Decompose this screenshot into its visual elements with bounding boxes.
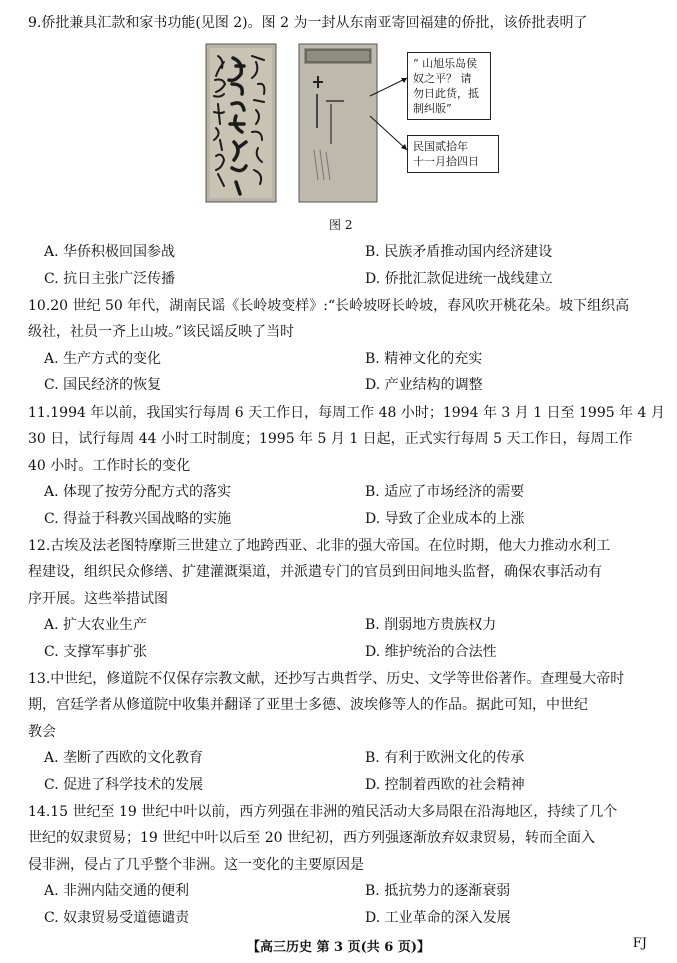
callout-line: 制纠版”	[413, 102, 452, 115]
q13-stem-line-3: 教会	[28, 724, 56, 740]
q14-option-b[interactable]: B. 抵抗势力的逐渐衰弱	[365, 883, 511, 899]
q9-stem: 9.侨批兼具汇款和家书功能(见图 2)。图 2 为一封从东南亚寄回福建的侨批，该侨批表明了	[28, 15, 588, 31]
q10-option-a[interactable]: A. 生产方式的变化	[44, 351, 162, 367]
q10-option-d[interactable]: D. 产业结构的调整	[365, 377, 483, 393]
callout-line: 勿日此货，抵	[413, 87, 479, 100]
envelope-back-image	[299, 44, 377, 202]
q11-option-c[interactable]: C. 得益于科教兴国战略的实施	[44, 511, 232, 527]
q12-option-c[interactable]: C. 支撑军事扩张	[44, 644, 148, 660]
q11-stem-line-3: 40 小时。工作时长的变化	[28, 458, 191, 474]
q14-stem-line-2: 世纪的奴隶贸易；19 世纪中叶以后至 20 世纪初，西方列强逐渐放弃奴隶贸易，转而全面入	[28, 830, 595, 846]
q12-stem-line-3: 序开展。这些举措试图	[28, 591, 168, 607]
q9-option-c[interactable]: C. 抗日主张广泛传播	[44, 271, 176, 287]
callout-line: 奴之平？ 请	[413, 72, 472, 85]
q13-option-a[interactable]: A. 垄断了西欧的文化教育	[44, 750, 204, 766]
q14-option-a[interactable]: A. 非洲内陆交通的便利	[44, 883, 190, 899]
q11-option-b[interactable]: B. 适应了市场经济的需要	[365, 484, 525, 500]
callout-line: 十一月拾四日	[413, 155, 479, 168]
q11-option-a[interactable]: A. 体现了按劳分配方式的落实	[44, 484, 232, 500]
q14-stem-line-3: 侵非洲，侵占了几乎整个非洲。这一变化的主要原因是	[28, 857, 364, 873]
envelope-front-image	[206, 44, 276, 202]
callout-line: “ 山旭乐岛侯	[413, 57, 478, 70]
q12-option-d[interactable]: D. 维护统治的合法性	[365, 644, 497, 660]
q12-stem-line-2: 程建设，组织民众修缮、扩建灌溉渠道，并派遣专门的官员到田间地头监督，确保农事活动有	[28, 564, 602, 580]
q13-stem-line-1: 13.中世纪，修道院不仅保存宗教文献，还抄写古典哲学、历史、文学等世俗著作。查理曼大帝时	[28, 671, 625, 687]
q14-option-d[interactable]: D. 工业革命的深入发展	[365, 910, 511, 926]
q10-option-c[interactable]: C. 国民经济的恢复	[44, 377, 162, 393]
page-number: 【高三历史 第 3 页(共 6 页)】	[246, 940, 431, 955]
q10-stem-line-2: 级社，社员一齐上山坡。”该民谣反映了当时	[28, 324, 295, 340]
region-tag: FJ	[632, 936, 647, 951]
q10-stem-line-1: 10.20 世纪 50 年代，湖南民谣《长岭坡变样》:“长岭坡呀长岭坡，春风吹开桃花朵。坡下组织高	[28, 298, 630, 314]
q10-option-b[interactable]: B. 精神文化的充实	[365, 351, 483, 367]
q9-option-b[interactable]: B. 民族矛盾推动国内经济建设	[365, 244, 553, 260]
q9-option-a[interactable]: A. 华侨积极回国参战	[44, 244, 176, 260]
q14-stem-line-1: 14.15 世纪至 19 世纪中叶以前，西方列强在非洲的殖民活动大多局限在沿海地区，持续了几个	[28, 804, 618, 820]
callout-date-text	[407, 135, 499, 173]
q12-option-a[interactable]: A. 扩大农业生产	[44, 617, 148, 633]
q13-option-b[interactable]: B. 有利于欧洲文化的传承	[365, 750, 525, 766]
q12-option-b[interactable]: B. 削弱地方贵族权力	[365, 617, 497, 633]
q11-option-d[interactable]: D. 导致了企业成本的上涨	[365, 511, 525, 527]
q13-option-d[interactable]: D. 控制着西欧的社会精神	[365, 777, 525, 793]
figure-caption: 图 2	[329, 218, 353, 232]
qiaopi-figure	[0, 0, 677, 215]
q13-option-c[interactable]: C. 促进了科学技术的发展	[44, 777, 204, 793]
callout-letter-text	[407, 52, 491, 120]
q13-stem-line-2: 期，宫廷学者从修道院中收集并翻译了亚里士多德、波埃修等人的作品。据此可知，中世纪	[28, 697, 588, 713]
q11-stem-line-2: 30 日，试行每周 44 小时工时制度；1995 年 5 月 1 日起，正式实行每周 5 天工作日，每周工作	[28, 431, 633, 447]
q11-stem-line-1: 11.1994 年以前，我国实行每周 6 天工作日，每周工作 48 小时；1994 年 3 月 1 日至 1995 年 4 月	[28, 405, 665, 421]
callout-line: 民国贰拾年	[413, 140, 468, 153]
q12-stem-line-1: 12.古埃及法老图特摩斯三世建立了地跨西亚、北非的强大帝国。在位时期，他大力推动水利工	[28, 538, 611, 554]
q9-option-d[interactable]: D. 侨批汇款促进统一战线建立	[365, 271, 553, 287]
q14-option-c[interactable]: C. 奴隶贸易受道德谴责	[44, 910, 190, 926]
